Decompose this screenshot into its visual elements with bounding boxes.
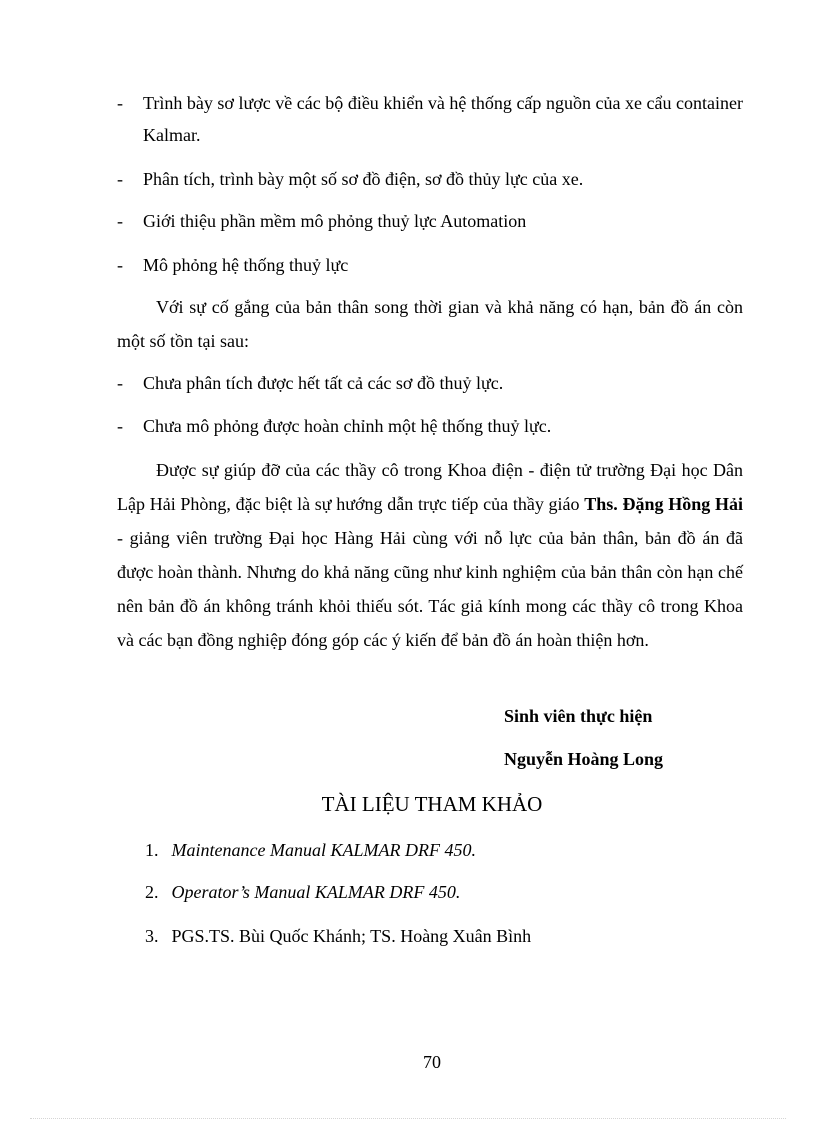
- supervisor-name: Ths. Đặng Hồng Hải: [584, 494, 743, 514]
- acknowledgement-text: Được sự giúp đỡ của các thầy cô trong Khoa điện - điện tử trường Đại học Dân Lập Hải Phòng, đặc biệt là sự hướng dẫn trực tiếp của thầy giáo: [117, 460, 743, 514]
- page-bottom-divider: [30, 1118, 786, 1119]
- bullet-dash: -: [117, 169, 123, 189]
- bullet-dash: -: [117, 255, 123, 275]
- reference-text: PGS.TS. Bùi Quốc Khánh; TS. Hoàng Xuân Bình: [171, 926, 532, 946]
- reference-item: [145, 926, 531, 947]
- signature-role: Sinh viên thực hiện: [504, 706, 653, 726]
- bullet-dash: -: [117, 373, 123, 393]
- bullet-text: Chưa mô phỏng được hoàn chỉnh một hệ thống thuỷ lực.: [143, 416, 552, 436]
- reference-number: 2.: [145, 882, 159, 902]
- bullet-dash: -: [117, 416, 123, 436]
- bullet-item: [117, 205, 743, 237]
- bullet-item: [117, 410, 743, 442]
- reference-item: [145, 882, 460, 903]
- bullet-dash: -: [117, 211, 123, 231]
- signature-name: Nguyễn Hoàng Long: [504, 749, 664, 769]
- reference-item: [145, 840, 476, 861]
- bullet-item: [117, 249, 743, 281]
- paragraph-acknowledgement: [117, 453, 743, 657]
- page-number: 70: [423, 1052, 441, 1072]
- bullet-dash: -: [117, 93, 123, 113]
- reference-text: Maintenance Manual KALMAR DRF 450.: [171, 840, 476, 860]
- reference-text: Operator’s Manual KALMAR DRF 450.: [171, 882, 461, 902]
- acknowledgement-text-continued: - giảng viên trường Đại học Hàng Hải cùng với nỗ lực của bản thân, bản đồ án đã được hoàn thành. Nhưng do khả năng cũng như kinh nghiệm của bản thân còn hạn chế nên bản đồ án không tránh khỏi thiếu sót. Tác giả kính mong các thầy cô trong Khoa và các bạn đồng nghiệp đóng góp các ý kiến để bản đồ án hoàn thiện hơn.: [117, 528, 743, 650]
- bullet-text: Chưa phân tích được hết tất cả các sơ đồ thuỷ lực.: [143, 373, 504, 393]
- references-title: TÀI LIỆU THAM KHẢO: [321, 792, 543, 816]
- bullet-text: Mô phỏng hệ thống thuỷ lực: [143, 255, 349, 275]
- reference-number: 3.: [145, 926, 159, 946]
- bullet-item: [117, 163, 743, 195]
- bullet-text: Phân tích, trình bày một số sơ đồ điện, sơ đồ thủy lực của xe.: [143, 169, 584, 189]
- bullet-item: [117, 367, 743, 399]
- paragraph-limitations: Với sự cố gắng của bản thân song thời gian và khả năng có hạn, bản đồ án còn một số tồn tại sau:: [117, 297, 743, 351]
- bullet-item: [117, 87, 743, 151]
- bullet-text: Giới thiệu phần mềm mô phỏng thuỷ lực Automation: [143, 211, 527, 231]
- reference-number: 1.: [145, 840, 159, 860]
- bullet-text: Trình bày sơ lược về các bộ điều khiển và hệ thống cấp nguồn của xe cẩu container Kalmar.: [143, 93, 743, 145]
